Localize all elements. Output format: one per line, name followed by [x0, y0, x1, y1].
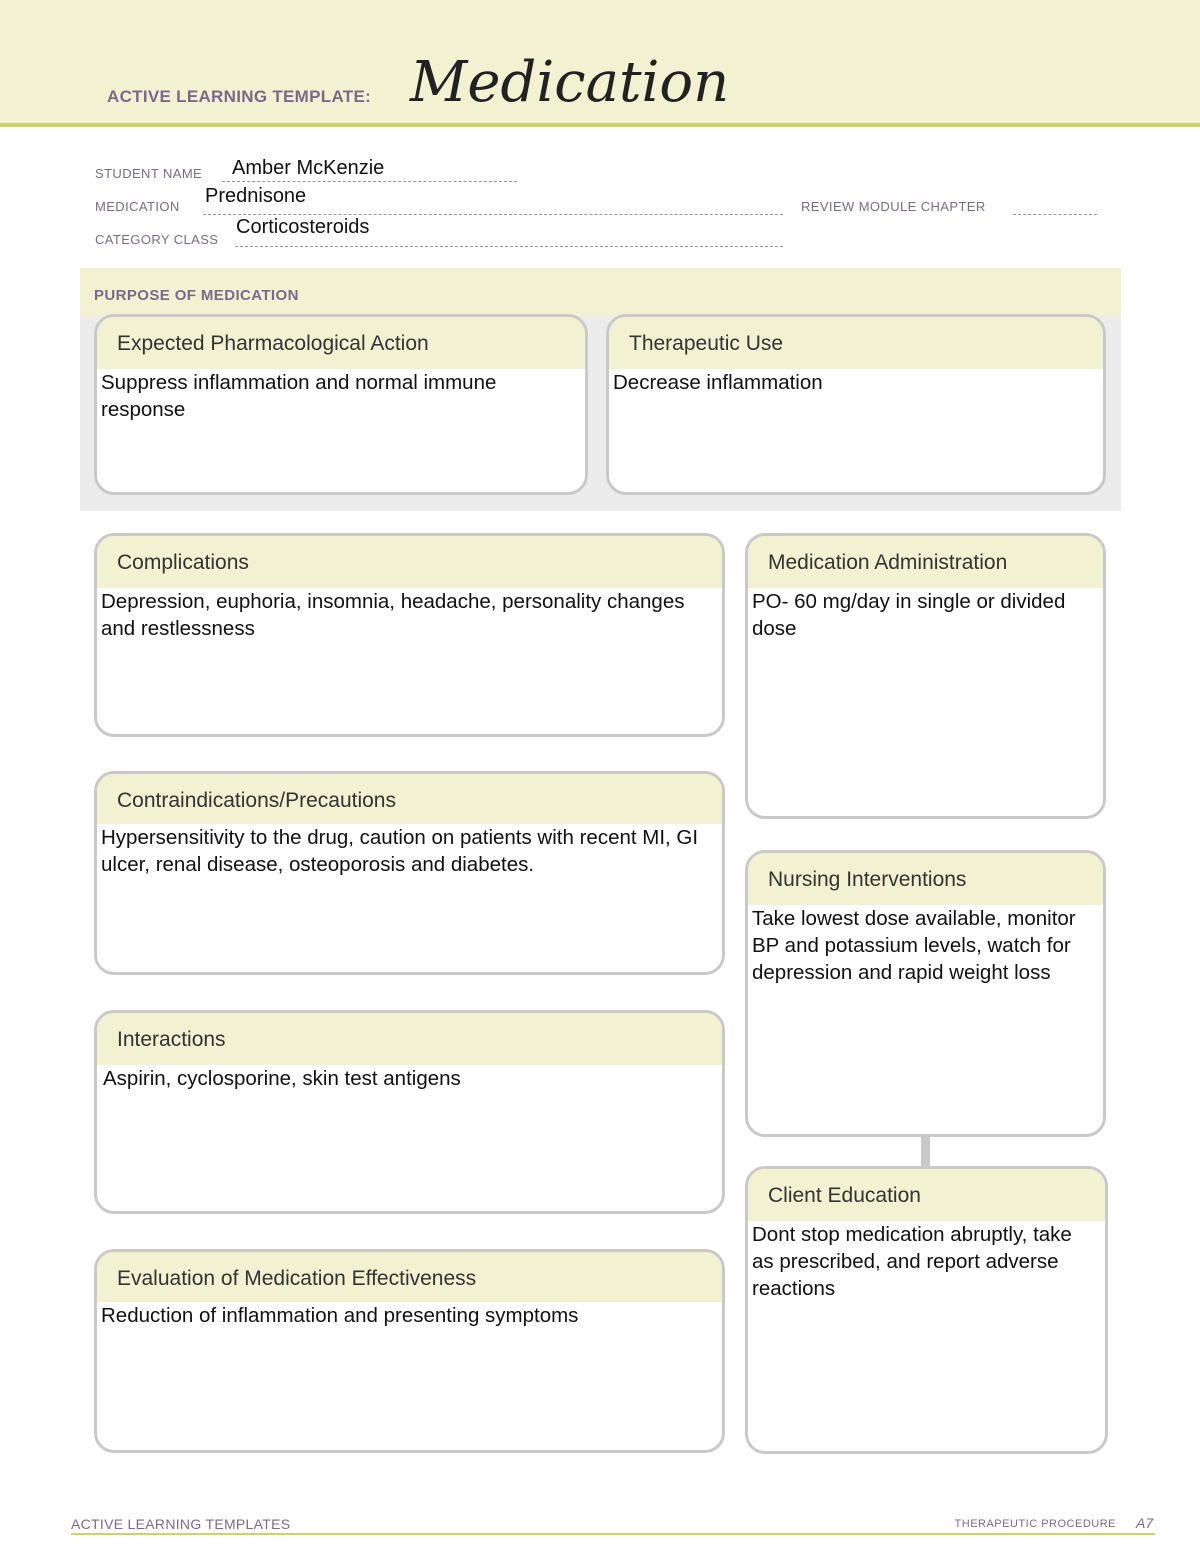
header-rule	[0, 123, 1200, 127]
student-name-line	[222, 181, 517, 182]
complications-title: Complications	[97, 536, 722, 588]
therapeutic-use-title: Therapeutic Use	[609, 317, 1103, 369]
therapeutic-use-text: Decrease inflammation	[613, 371, 823, 394]
nursing-text: Take lowest dose available, monitor BP and potassium levels, watch for depression and rapid weight loss	[752, 907, 1076, 984]
student-name-value: Amber McKenzie	[232, 157, 385, 179]
category-class-value: Corticosteroids	[236, 216, 370, 238]
interactions-title: Interactions	[97, 1013, 722, 1065]
connector-bar	[921, 1136, 930, 1166]
medication-line	[203, 214, 783, 215]
complications-text: Depression, euphoria, insomnia, headache, personality changes and restlessness	[101, 590, 685, 640]
footer-right: THERAPEUTIC PROCEDURE	[954, 1518, 1116, 1530]
review-module-label: REVIEW MODULE CHAPTER	[801, 199, 986, 214]
nursing-box	[745, 850, 1106, 1137]
administration-box	[745, 533, 1106, 819]
therapeutic-use-box	[606, 314, 1106, 495]
evaluation-text: Reduction of inflammation and presenting symptoms	[101, 1304, 579, 1327]
client-education-title: Client Education	[748, 1169, 1105, 1221]
purpose-label: PURPOSE OF MEDICATION	[94, 287, 299, 304]
category-class-label: CATEGORY CLASS	[95, 232, 219, 247]
expected-action-text: Suppress inflammation and normal immune response	[101, 371, 497, 421]
student-name-label: STUDENT NAME	[95, 166, 203, 181]
template-label: ACTIVE LEARNING TEMPLATE:	[107, 87, 372, 106]
contraindications-box	[94, 771, 725, 975]
expected-action-title: Expected Pharmacological Action	[97, 317, 585, 369]
medication-value: Prednisone	[205, 185, 307, 207]
page-title: Medication	[410, 50, 730, 115]
expected-action-box	[94, 314, 588, 495]
interactions-box	[94, 1010, 725, 1214]
evaluation-title: Evaluation of Medication Effectiveness	[97, 1252, 722, 1302]
contraindications-title: Contraindications/Precautions	[97, 774, 722, 824]
contraindications-text: Hypersensitivity to the drug, caution on patients with recent MI, GI ulcer, renal disease, osteoporosis and diabetes.	[101, 826, 699, 876]
administration-text: PO- 60 mg/day in single or divided dose	[752, 590, 1066, 640]
administration-title: Medication Administration	[748, 536, 1103, 588]
client-education-text: Dont stop medication abruptly, take as prescribed, and report adverse reactions	[752, 1223, 1072, 1300]
footer-rule	[71, 1533, 1155, 1535]
interactions-text: Aspirin, cyclosporine, skin test antigens	[103, 1067, 461, 1090]
nursing-title: Nursing Interventions	[748, 853, 1103, 905]
evaluation-box	[94, 1249, 725, 1453]
review-module-line	[1013, 214, 1097, 215]
footer-page-number: A7	[1136, 1515, 1154, 1531]
complications-box	[94, 533, 725, 737]
medication-label: MEDICATION	[95, 199, 180, 214]
client-education-box	[745, 1166, 1108, 1454]
category-class-line	[235, 246, 783, 247]
footer-left: ACTIVE LEARNING TEMPLATES	[71, 1516, 291, 1532]
